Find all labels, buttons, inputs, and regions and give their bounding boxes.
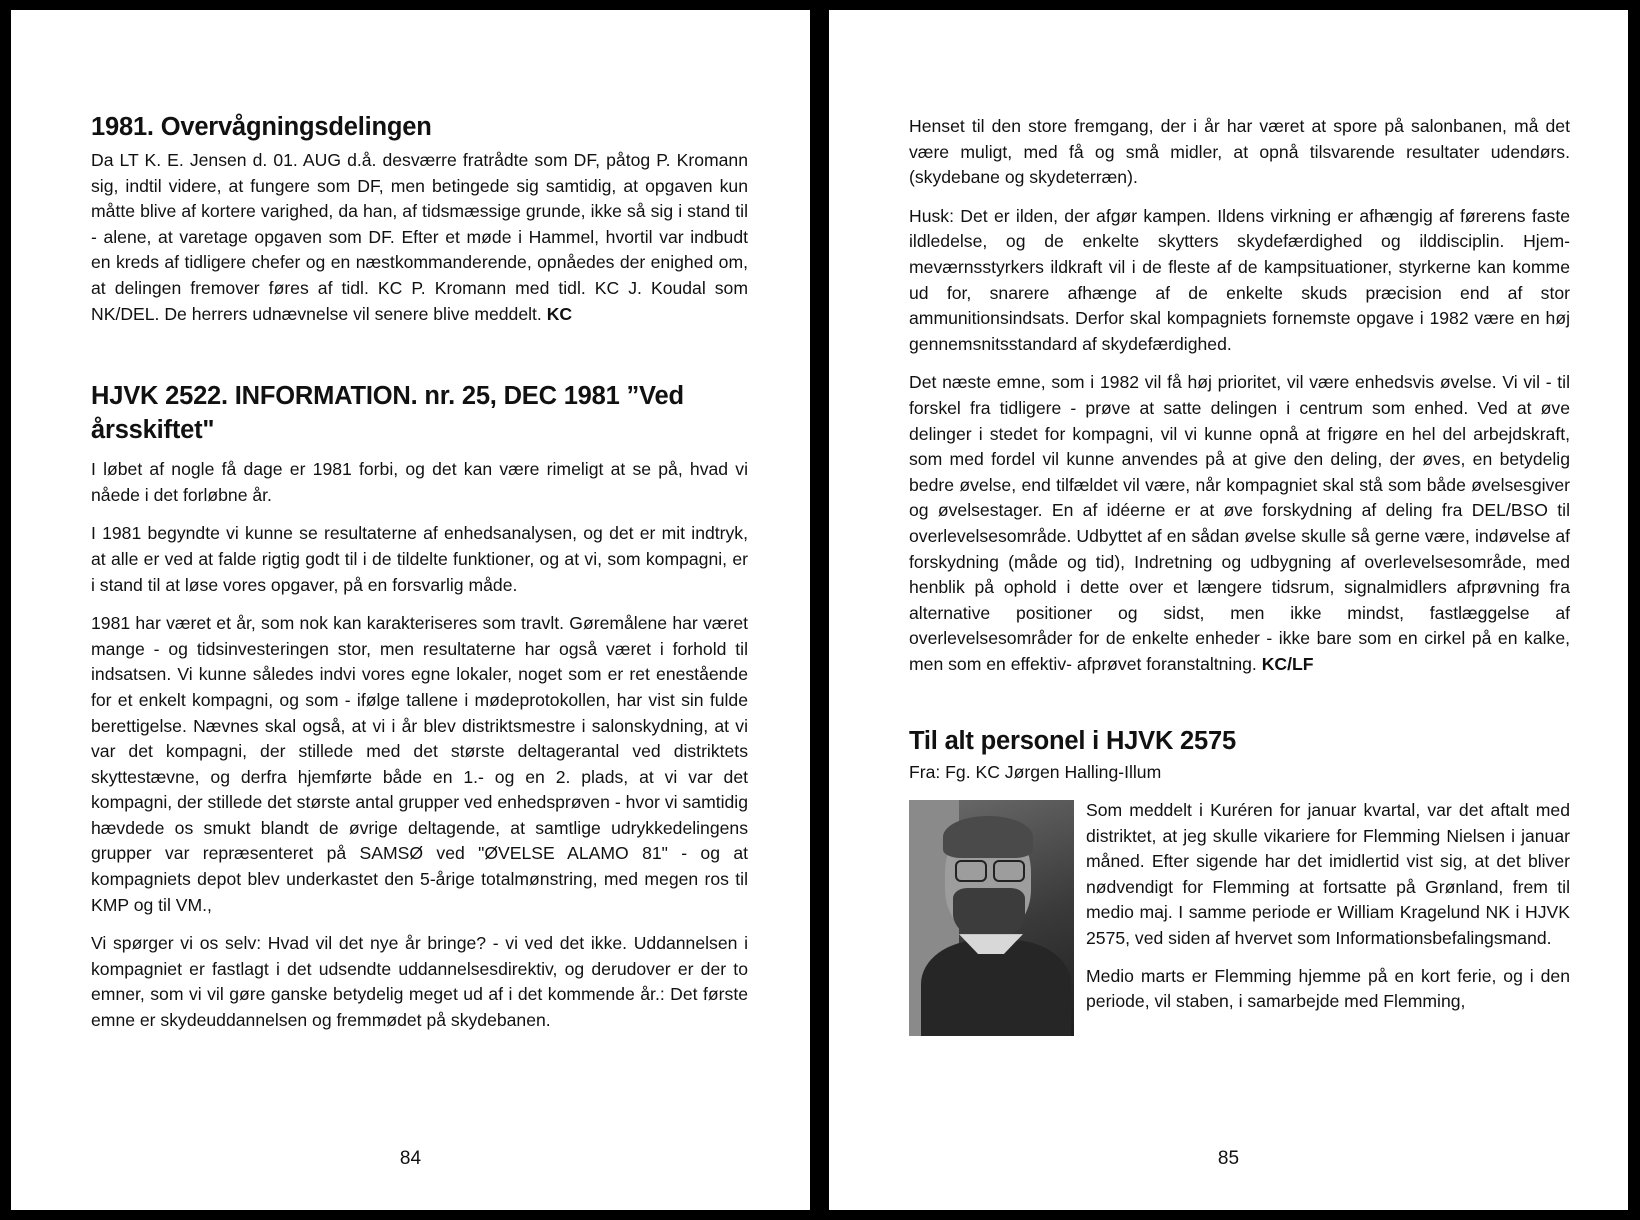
paragraph-text: Det næste emne, som i 1982 vil få høj prioritet, vil være enhedsvis øvelse. Vi vil - til forskel fra tidligere - prøve at satte delingen i centrum som enhed. Ved at øve delinger i stedet for kompagni, vil vi kunne opnå at frigøre en hel del arbejdskraft, som med fordel vil kunne anvendes på at give den deling, der øves, en betydelig bedre øvelse, end tilfældet vil være, når kompagniet skal stå som både øvelsesgiver og øvelsestager. En af idéerne er at øve forskydning af deling fra DEL/BSO til overlevelsesområde. Udbyttet af en sådan øvelse skulle så gerne være, indøvelse af forskydning (måde og tid), Indretning og udbygning af overlevelsesområde, med henblik på ophold i dette over et længere tidsrum, signalmidlers afprøvning fra alternative positioner og sidst, men ikke mindst, fastlæggelse af overlevelsesområder for de enkelte enheder - ikke bare som en cirkel på en kalke, men som en effektiv- afprøvet foranstaltning. — [909, 372, 1570, 674]
paragraph: I 1981 begyndte vi kunne se resultaterne af enhedsanalysen, og det er mit indtryk, at alle er ved at falde rigtig godt til i de tildelte funktioner, og at vi, som kompagni, er i stand til at løse vores opgaver, på en forsvarlig måde. — [91, 523, 748, 595]
signature: KC/LF — [1261, 653, 1314, 674]
paragraph-text: Da LT K. E. Jensen d. 01. AUG d.å. desværre fratrådte som DF, påtog P. Kromann sig, indtil videre, at fungere som DF, men betingede sig samtidig, at opgaven kun måtte blive af kortere varighed, da han, af tidsmæssige grunde, ikke så sig i stand til - alene, at varetage opgaven som DF. Efter et møde i Hammel, hvortil var indbudt en kreds af tidligere chefer og en næstkommanderende, opnåedes der enighed om, at delingen fremover føres af tidl. KC P. Kromann med tidl. KC J. Koudal som NK/DEL. De herrers udnævnelse vil senere blive meddelt. — [91, 150, 748, 324]
paragraph: 1981 har været et år, som nok kan karakteriseres som travlt. Gøremålene har været mange - og tidsinvesteringen stor, men resultaterne har også været i forhold til indsatsen. Vi kunne således indvi vores egne lokaler, noget som er ret enestående for et enkelt kompagni, og som - ifølge tallene i mødeprotokollen, har vist sin fulde berettigelse. Nævnes skal også, at vi i år blev distriktsmestre i salonskydning, at vi var det kompagni, der stillede med det største deltagerantal ved distriktets skyttestævne, og derfra hjemførte både en 1.- og en 2. plads, at vi var det kompagni, der stillede det største antal grupper ved enhedsprøven - hvor vi samtidig hævdede os smukt blandt de øvrige deltagende, at samtlige udrykkedelingens grupper var repræsenteret på SAMSØ ved "ØVELSE ALAMO 81" - og at kompagniets depot blev underkastet den 5-årige totalmønstring, med megen ros til KMP og til VM., — [91, 613, 748, 915]
paragraph: Henset til den store fremgang, der i år har været at spore på salonbanen, må det være muligt, med få og små midler, at opnå tilsvarende resultater udendørs. (skydebane og skydeterræn). — [909, 116, 1570, 188]
section-heading-information: HJVK 2522. INFORMATION. nr. 25, DEC 1981 ”Ved årsskiftet" — [91, 382, 684, 445]
page-number: 85 — [1217, 1148, 1240, 1169]
portrait-photo — [909, 800, 1074, 1036]
signature: KC — [546, 303, 573, 324]
page-number: 84 — [399, 1148, 422, 1169]
paragraph: Medio marts er Flemming hjemme på en kort ferie, og i den periode, vil staben, i samarbejde med Flemming, — [1086, 965, 1570, 1012]
paragraph — [91, 148, 748, 327]
paragraph: Vi spørger vi os selv: Hvad vil det nye år bringe? - vi ved det ikke. Uddannelsen i kompagniet er fastlagt i det udsendte uddannelsesdirektiv, og derudover er der to emner, som vi vil gøre ganske betydelig meget ud af i det kommende år.: Det første emne er skydeuddannelsen og fremmødet på skydebanen. — [91, 933, 748, 1031]
section-heading-til-alt-personel: Til alt personel i HJVK 2575 — [909, 727, 1236, 756]
section-heading-overvaagningsdelingen: 1981. Overvågningsdelingen — [91, 113, 432, 141]
right-page — [829, 10, 1628, 1210]
paragraph: Som meddelt i Kuréren for januar kvartal, var det aftalt med distriktet, at jeg skulle vikariere for Flemming Nielsen i januar måned. Efter sigende har det imidlertid vist sig, at det bliver nødvendigt for Flemming at fortsatte på Grønland, frem til medio maj. I samme periode er William Kragelund NK i HJVK 2575, ved siden af hvervet som Informationsbefalingsmand. — [1086, 800, 1570, 949]
paragraph: I løbet af nogle få dage er 1981 forbi, og det kan være rimeligt at se på, hvad vi nåede i det forløbne år. — [91, 459, 748, 505]
left-page — [11, 10, 810, 1210]
paragraph — [909, 370, 1570, 677]
author-line: Fra: Fg. KC Jørgen Halling-Illum — [909, 762, 1162, 783]
photo-block — [909, 798, 1570, 1036]
photo-side-text — [1086, 798, 1570, 1027]
paragraph: Husk: Det er ilden, der afgør kampen. Ildens virkning er afhængig af førerens faste ildledelse, og de enkelte skytters skydefærdighed og ilddisciplin. Hjemmeværnsstyrkers ildkraft vil i de fleste af de kampsituationer, styrkerne kan komme ud for, snarere afhænge af de enkelte skuds præcision end af stor ammunitionsindsats. Derfor skal kompagniets fornemste opgave i 1982 være en høj gennemsnitsstandard af skydefærdighed. — [909, 205, 1570, 354]
